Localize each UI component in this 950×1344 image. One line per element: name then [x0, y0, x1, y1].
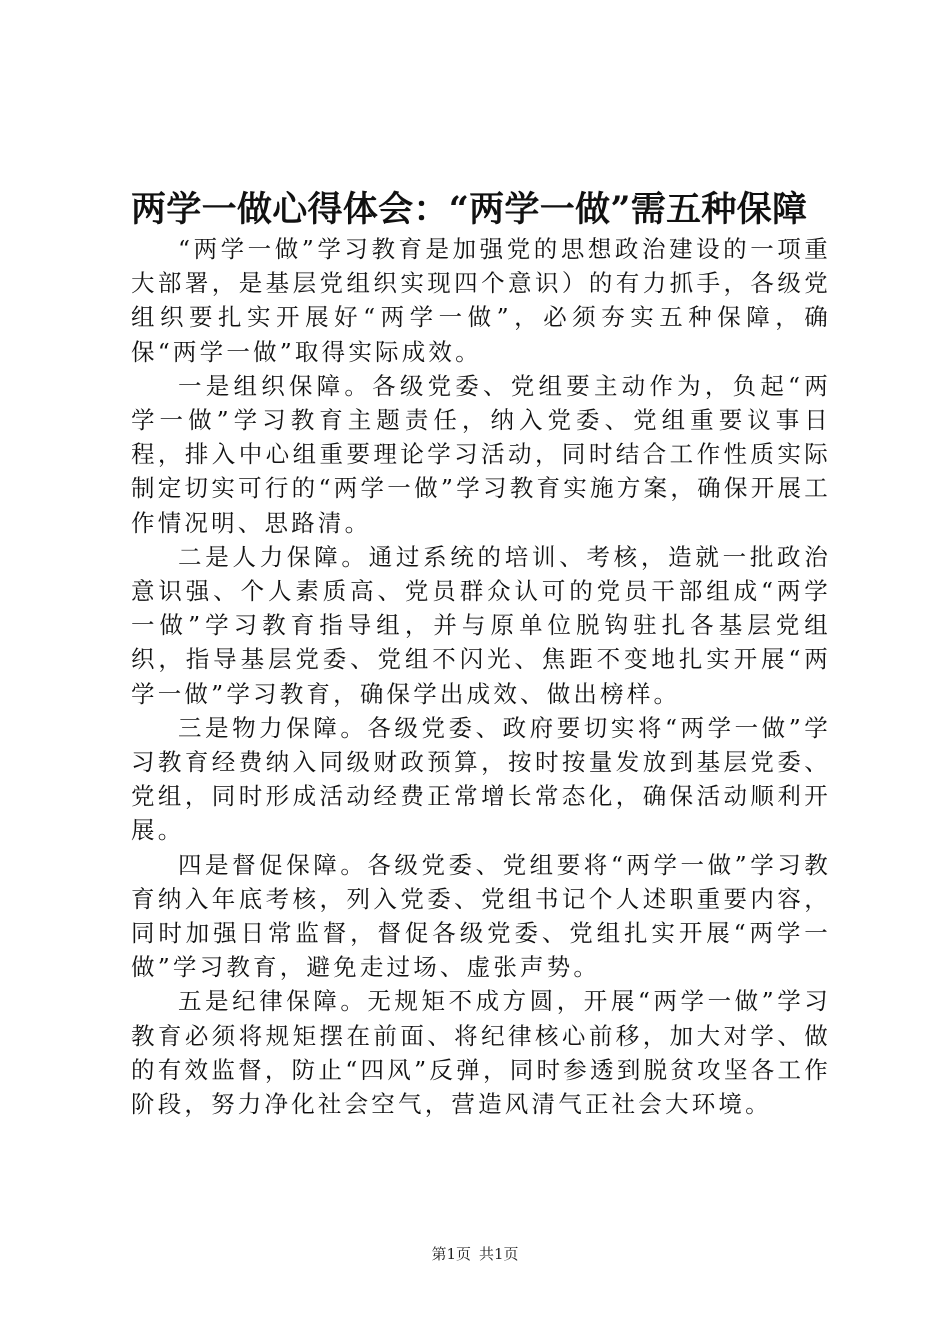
document-body: [131, 232, 831, 1121]
page-footer: [0, 1244, 950, 1264]
document-title: 两学一做心得体会：“两学一做”需五种保障: [131, 189, 808, 230]
paragraph-intro: “两学一做”学习教育是加强党的思想政治建设的一项重大部署，是基层党组织实现四个意识）的有力抓手，各级党组织要扎实开展好“两学一做”，必须夯实五种保障，确保“两学一做”取得实际成效。: [131, 235, 831, 366]
paragraph-material-guarantee: 三是物力保障。各级党委、政府要切实将“两学一做”学习教育经费纳入同级财政预算，按时按量发放到基层党委、党组，同时形成活动经费正常增长常态化，确保活动顺利开展。: [131, 713, 831, 845]
paragraph-manpower-guarantee: 二是人力保障。通过系统的培训、考核，造就一批政治意识强、个人素质高、党员群众认可的党员干部组成“两学一做”学习教育指导组，并与原单位脱钩驻扎各基层党组织，指导基层党委、党组不闪光、焦距不变地扎实开展“两学一做”学习教育，确保学出成效、做出榜样。: [131, 542, 831, 708]
paragraph-organization-guarantee: 一是组织保障。各级党委、党组要主动作为，负起“两学一做”学习教育主题责任，纳入党委、党组重要议事日程，排入中心组重要理论学习活动，同时结合工作性质实际制定切实可行的“两学一做”学习教育实施方案，确保开展工作情况明、思路清。: [131, 371, 831, 537]
paragraph-supervision-guarantee: 四是督促保障。各级党委、党组要将“两学一做”学习教育纳入年底考核，列入党委、党组书记个人述职重要内容，同时加强日常监督，督促各级党委、党组扎实开展“两学一做”学习教育，避免走过场、虚张声势。: [131, 850, 831, 982]
page-number-total: 共1页: [479, 1245, 519, 1263]
page-number-current: 第1页: [431, 1245, 471, 1263]
paragraph-discipline-guarantee: 五是纪律保障。无规矩不成方圆，开展“两学一做”学习教育必须将规矩摆在前面、将纪律核心前移，加大对学、做的有效监督，防止“四风”反弹，同时参透到脱贫攻坚各工作阶段，努力净化社会空气，营造风清气正社会大环境。: [131, 987, 831, 1119]
